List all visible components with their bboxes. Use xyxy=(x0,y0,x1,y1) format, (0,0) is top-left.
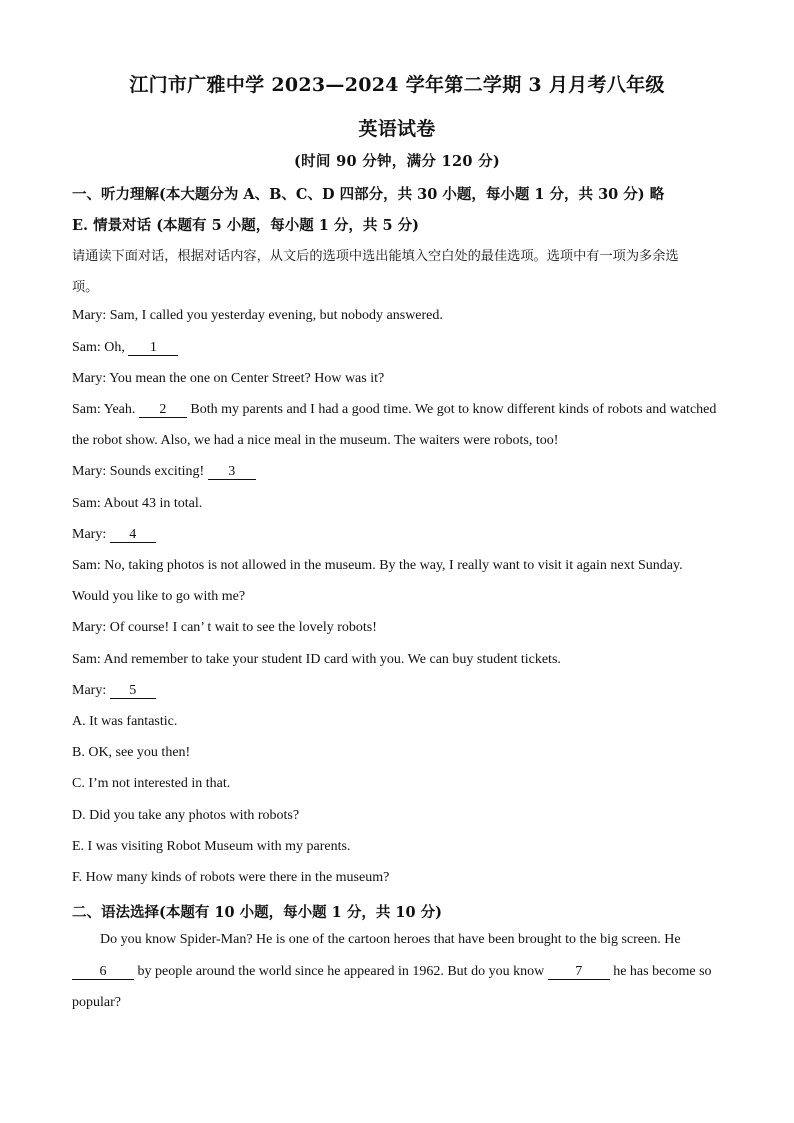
answer-blank-3[interactable]: 3 xyxy=(208,465,256,480)
answer-blank-6[interactable]: 6 xyxy=(72,965,134,980)
passage-line xyxy=(72,964,712,980)
section-e-heading: E. 情景对话 (本题有 5 小题，每小题 1 分，共 5 分) xyxy=(72,217,419,234)
answer-blank-1[interactable]: 1 xyxy=(128,341,178,356)
dialogue-line: the robot show. Also, we had a nice meal in the museum. The waiters were robots, too! xyxy=(72,433,559,448)
instruction-line-2: 项。 xyxy=(72,280,99,295)
option-e: E. I was visiting Robot Museum with my parents. xyxy=(72,839,351,854)
dialogue-line xyxy=(72,402,716,418)
section-grammar-heading: 二、语法选择(本题有 10 小题，每小题 1 分，共 10 分) xyxy=(72,904,442,921)
answer-blank-4[interactable]: 4 xyxy=(110,528,156,543)
dialogue-line: Would you like to go with me? xyxy=(72,589,246,604)
section-listening-heading: 一、听力理解(本大题分为 A、B、C、D 四部分，共 30 小题，每小题 1 分，共 30 分) 略 xyxy=(72,186,665,203)
dialogue-text: Sam: Oh, xyxy=(72,340,129,355)
dialogue-line: Mary: Sam, I called you yesterday evening, but nobody answered. xyxy=(72,308,443,323)
dialogue-line: Mary: Of course! I can’ t wait to see the lovely robots! xyxy=(72,620,377,635)
dialogue-line xyxy=(72,683,156,699)
option-f: F. How many kinds of robots were there in the museum? xyxy=(72,870,390,885)
answer-blank-2[interactable]: 2 xyxy=(139,403,187,418)
dialogue-line xyxy=(72,464,256,480)
answer-blank-5[interactable]: 5 xyxy=(110,684,156,699)
dialogue-text: Sam: Yeah. xyxy=(72,402,139,417)
dialogue-text: Both my parents and I had a good time. We got to know different kinds of robots and watched xyxy=(186,402,717,417)
passage-line: Do you know Spider-Man? He is one of the cartoon heroes that have been brought to the big screen. He xyxy=(100,932,681,947)
dialogue-text: Mary: xyxy=(72,527,110,542)
exam-title: 江门市广雅中学 2023—2024 学年第二学期 3 月月考八年级 xyxy=(129,74,665,96)
passage-text: he has become so xyxy=(609,964,712,979)
dialogue-text: Mary: Sounds exciting! xyxy=(72,464,208,479)
answer-blank-7[interactable]: 7 xyxy=(548,965,610,980)
dialogue-line: Sam: And remember to take your student ID card with you. We can buy student tickets. xyxy=(72,652,561,667)
option-d: D. Did you take any photos with robots? xyxy=(72,808,300,823)
exam-time-score: (时间 90 分钟，满分 120 分) xyxy=(293,153,501,170)
instruction-line-1: 请通读下面对话，根据对话内容，从文后的选项中选出能填入空白处的最佳选项。选项中有一项为多余选 xyxy=(72,249,679,264)
dialogue-line: Mary: You mean the one on Center Street? How was it? xyxy=(72,371,385,386)
dialogue-line: Sam: No, taking photos is not allowed in the museum. By the way, I really want to visit it again next Sunday. xyxy=(72,558,683,573)
dialogue-line xyxy=(72,527,156,543)
passage-line: popular? xyxy=(72,995,121,1010)
option-b: B. OK, see you then! xyxy=(72,745,191,760)
passage-text: by people around the world since he appeared in 1962. But do you know xyxy=(134,964,548,979)
dialogue-text: Mary: xyxy=(72,683,110,698)
option-a: A. It was fantastic. xyxy=(72,714,178,729)
dialogue-line: Sam: About 43 in total. xyxy=(72,496,203,511)
dialogue-line xyxy=(72,340,178,356)
exam-subject-title: 英语试卷 xyxy=(358,118,436,140)
option-c: C. I’m not interested in that. xyxy=(72,776,231,791)
